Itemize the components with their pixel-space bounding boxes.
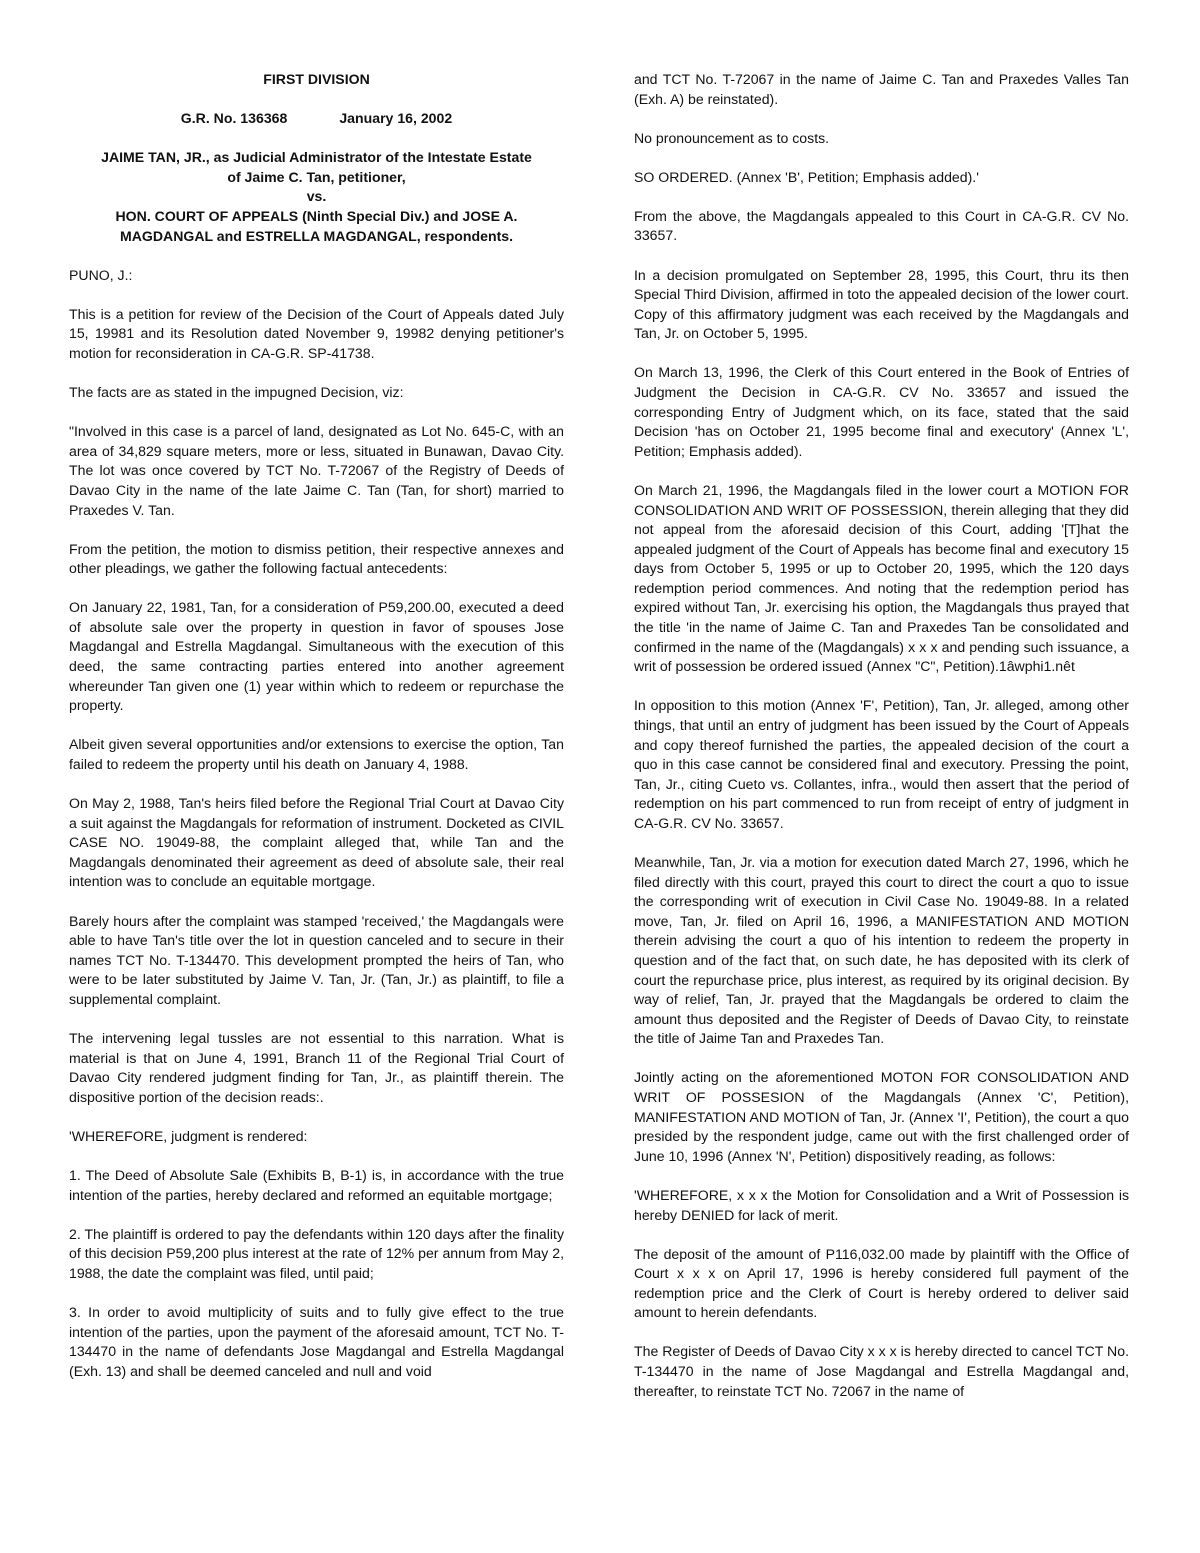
paragraph: 2. The plaintiff is ordered to pay the defendants within 120 days after the finality of this decision P59,200 plus interest at the rate of 12% per annum from May 2, 1988, the date the complaint was filed, until paid; — [69, 1225, 564, 1281]
paragraph: No pronouncement as to costs. — [634, 129, 830, 146]
paragraph: The intervening legal tussles are not essential to this narration. What is material is that on June 4, 1991, Branch 11 of the Regional Trial Court of Davao City rendered judgment finding for Tan, Jr., as plaintiff therein. The dispositive portion of the decision reads:. — [69, 1029, 564, 1105]
decision-date: January 16, 2002 — [339, 110, 453, 127]
paragraph: From the above, the Magdangals appealed to this Court in CA-G.R. CV No. 33657. — [634, 207, 1129, 244]
paragraph: From the petition, the motion to dismiss petition, their respective annexes and other pleadings, we gather the following factual antecedents: — [69, 540, 564, 577]
paragraph: Barely hours after the complaint was stamped 'received,' the Magdangals were able to have Tan's title over the lot in question canceled and to secure in their names TCT No. T-134470. This development prompted the heirs of Tan, who were to be later substituted by Jaime V. Tan, Jr. (Tan, Jr.) as plaintiff, to file a supplemental complaint. — [69, 912, 564, 1007]
party-line: of Jaime C. Tan, petitioner, — [227, 168, 406, 185]
right-column — [634, 70, 1129, 1421]
paragraph: Jointly acting on the aforementioned MOTON FOR CONSOLIDATION AND WRIT OF POSSESION of the Magdangals (Annex 'C', Petition), MANIFESTATION AND MOTION of Tan, Jr. (Annex 'I', Petition), the court a quo presided by the respondent judge, came out with the first challenged order of June 10, 1996 (Annex 'N', Petition) dispositively reading, as follows: — [634, 1069, 1129, 1164]
case-parties — [69, 148, 564, 246]
paragraph: This is a petition for review of the Decision of the Court of Appeals dated July 15, 19981 and its Resolution dated November 9, 19982 denying petitioner's motion for reconsideration in CA-G.R. SP-41738. — [69, 305, 564, 361]
paragraph: and TCT No. T-72067 in the name of Jaime C. Tan and Praxedes Valles Tan (Exh. A) be reinstated). — [634, 71, 1129, 107]
paragraph: Meanwhile, Tan, Jr. via a motion for execution dated March 27, 1996, which he filed directly with this court, prayed this court to direct the court a quo to issue the corresponding writ of execution in Civil Case No. 19049-88. In a related move, Tan, Jr. filed on April 16, 1996, a MANIFESTATION AND MOTION therein advising the court a quo of his intention to redeem the property in question and of the fact that, on such date, he has deposited with its clerk of court the repurchase price, plus interest, as required by its original decision. By way of relief, Tan, Jr. prayed that the Magdangals be ordered to claim the amount thus deposited and the Register of Deeds of Davao City, to reinstate the title of Jaime Tan and Praxedes Tan. — [634, 854, 1129, 1047]
paragraph: On March 13, 1996, the Clerk of this Court entered in the Book of Entries of Judgment the Decision in CA-G.R. CV No. 33657 and issued the corresponding Entry of Judgment which, on its face, stated that the said Decision 'has on October 21, 1995 become final and executory' (Annex 'L', Petition; Emphasis added). — [634, 364, 1129, 459]
division-heading: FIRST DIVISION — [263, 71, 370, 87]
paragraph: The facts are as stated in the impugned Decision, viz: — [69, 384, 404, 401]
party-line: vs. — [306, 188, 327, 205]
paragraph: On May 2, 1988, Tan's heirs filed before the Regional Trial Court at Davao City a suit against the Magdangals for reformation of instrument. Docketed as CIVIL CASE NO. 19049-88, the complaint alleged that, while Tan and the Magdangals denominated their agreement as deed of absolute sale, their real intention was to conclude an equitable mortgage. — [69, 795, 564, 890]
paragraph: 'WHEREFORE, judgment is rendered: — [69, 1127, 308, 1144]
left-column — [69, 70, 564, 1401]
ponente: PUNO, J.: — [69, 266, 133, 283]
party-line: MAGDANGAL and ESTRELLA MAGDANGAL, respondents. — [119, 227, 514, 244]
paragraph: 3. In order to avoid multiplicity of suits and to fully give effect to the true intention of the parties, upon the payment of the aforesaid amount, TCT No. T-134470 in the name of defendants Jose Magdangal and Estrella Magdangal (Exh. 13) and shall be deemed canceled and null and void — [69, 1303, 564, 1379]
paragraph: SO ORDERED. (Annex 'B', Petition; Emphasis added).' — [634, 168, 979, 185]
paragraph: In a decision promulgated on September 28, 1995, this Court, thru its then Special Third Division, affirmed in toto the appealed decision of the lower court. Copy of this affirmatory judgment was each received by the Magdangals and Tan, Jr. on October 5, 1995. — [634, 266, 1129, 342]
paragraph: "Involved in this case is a parcel of land, designated as Lot No. 645-C, with an area of 34,829 square meters, more or less, situated in Bunawan, Davao City. The lot was once covered by TCT No. T-72067 of the Registry of Deeds of Davao City in the name of the late Jaime C. Tan (Tan, for short) married to Praxedes V. Tan. — [69, 423, 564, 518]
paragraph: In opposition to this motion (Annex 'F', Petition), Tan, Jr. alleged, among other things, that until an entry of judgment has been issued by the Court of Appeals and copy thereof furnished the parties, the appealed decision of the court a quo in this case cannot be considered final and executory. Pressing the point, Tan, Jr., citing Cueto vs. Collantes, infra., would then assert that the period of redemption on his part commenced to run from receipt of entry of judgment in CA-G.R. CV No. 33657. — [634, 697, 1129, 831]
party-line: HON. COURT OF APPEALS (Ninth Special Div.) and JOSE A. — [115, 207, 518, 224]
paragraph: On March 21, 1996, the Magdangals filed in the lower court a MOTION FOR CONSOLIDATION AND WRIT OF POSSESSION, therein alleging that they did not appeal from the aforesaid decision of this Court, adding '[T]hat the appealed judgment of the Court of Appeals has become final and executory 15 days from October 5, 1995 or up to October 20, 1995, which the 120 days redemption period commences. And noting that the redemption period has expired without Tan, Jr. exercising his option, the Magdangals thus prayed that the title 'in the name of Jaime C. Tan and Praxedes Tan be consolidated and confirmed in the name of the (Magdangals) x x x and pending such issuance, a writ of possession be ordered issued (Annex "C", Petition).1âwphi1.nêt — [634, 481, 1129, 675]
case-number-line — [69, 109, 564, 129]
paragraph: The Register of Deeds of Davao City x x x is hereby directed to cancel TCT No. T-134470 in the name of Jose Magdangal and Estrella Magdangal and, thereafter, to reinstate TCT No. 72067 in the name of — [634, 1343, 1129, 1399]
paragraph: The deposit of the amount of P116,032.00 made by plaintiff with the Office of Court x x x on April 17, 1996 is hereby considered full payment of the redemption price and the Clerk of Court is hereby ordered to deliver said amount to herein defendants. — [634, 1245, 1129, 1321]
gr-number: G.R. No. 136368 — [180, 110, 288, 127]
paragraph: On January 22, 1981, Tan, for a consideration of P59,200.00, executed a deed of absolute sale over the property in question in favor of spouses Jose Magdangal and Estrella Magdangal. Simultaneous with the execution of this deed, the same contracting parties entered into another agreement whereunder Tan given one (1) year within which to redeem or repurchase the property. — [69, 599, 564, 714]
paragraph: 'WHEREFORE, x x x the Motion for Consolidation and a Writ of Possession is hereby DENIED for lack of merit. — [634, 1186, 1129, 1223]
paragraph: 1. The Deed of Absolute Sale (Exhibits B, B-1) is, in accordance with the true intention of the parties, hereby declared and reformed an equitable mortgage; — [69, 1166, 564, 1203]
paragraph: Albeit given several opportunities and/or extensions to exercise the option, Tan failed to redeem the property until his death on January 4, 1988. — [69, 736, 564, 772]
party-line: JAIME TAN, JR., as Judicial Administrator of the Intestate Estate — [101, 149, 532, 166]
